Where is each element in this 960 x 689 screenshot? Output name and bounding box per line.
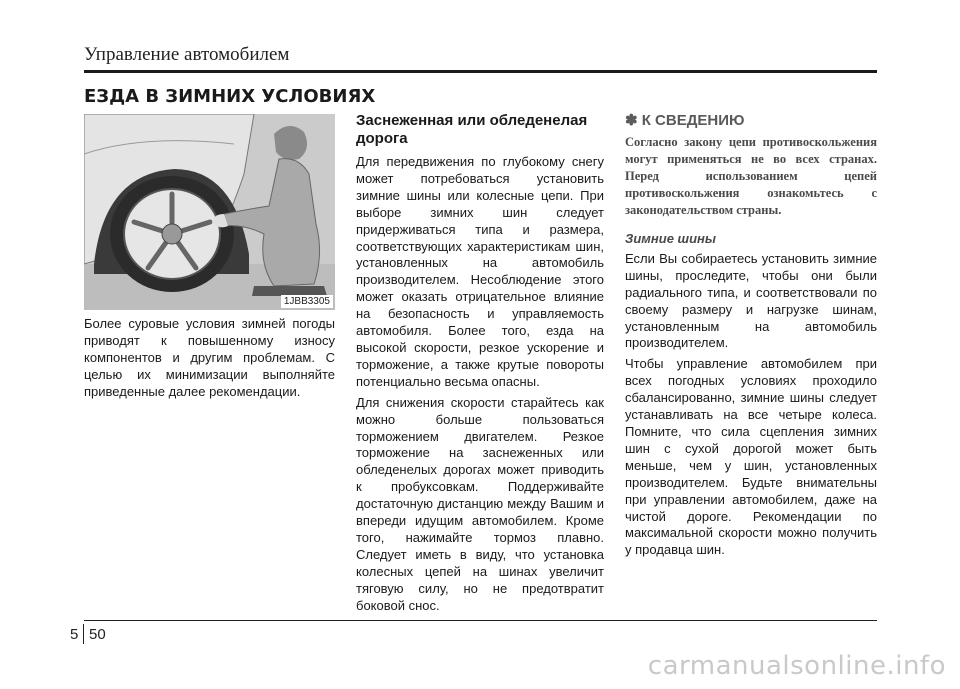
watermark: carmanualsonline.info xyxy=(647,651,946,681)
intro-paragraph: Более суровые условия зимней погоды приводят к повышенному износу компонентов и другим проблемам. С целью их минимизации выполняйте приведенные далее рекомендации. xyxy=(84,316,335,399)
page-chapter-number: 5 xyxy=(70,626,79,643)
illustration-figure xyxy=(84,114,335,310)
column-3 xyxy=(625,112,877,563)
notice-body: Согласно закону цепи противоскольжения могут применяться не во всех странах. Перед использованием цепей противоскольжения ознакомьтесь с законодательством страны. xyxy=(625,135,877,217)
notice-heading: ✽ К СВЕДЕНИЮ xyxy=(625,112,745,129)
header-title: Управление автомобилем xyxy=(84,44,290,65)
section-title: ЕЗДА В ЗИМНИХ УСЛОВИЯХ xyxy=(84,86,376,107)
footer-rule xyxy=(84,620,877,621)
car-wheel-illustration xyxy=(84,114,335,310)
winter-tires-paragraph-1: Если Вы собираетесь установить зимние шины, проследите, чтобы они были радиального типа, и соответствовали по своему размеру и нагрузке шинам, установленным на автомобиль производителем. xyxy=(625,250,877,351)
snowy-road-heading: Заснеженная или обледенелая дорога xyxy=(356,112,588,147)
page-number: 50 xyxy=(89,626,106,643)
winter-tires-heading: Зимние шины xyxy=(625,231,716,246)
column-1 xyxy=(84,316,335,405)
snowy-road-paragraph-2: Для снижения скорости старайтесь как можно больше пользоваться торможением двигателем. Резкое торможение на заснеженных или обледенелых дорогах может приводить к пробуксовкам. Поддерживайте достаточную дистанцию между Вашим и впереди идущим автомобилем. Кроме того, нажимайте тормоз плавно. Следует иметь в виду, что установка колесных цепей на шинах увеличит тяговую силу, но не предотвратит боковой снос. xyxy=(356,394,604,613)
winter-tires-paragraph-2: Чтобы управление автомобилем при всех погодных условиях проходило сбалансированно, зимние шины следует устанавливать на все четыре колеса. Помните, что сила сцепления зимних шин с сухой дорогой может быть меньше, чем у шин, установленных производителем. Будьте внимательны при управлении автомобилем, даже на чистой дороге. Рекомендации по максимальной скорости можно получить у продавца шин. xyxy=(625,356,877,558)
header-rule xyxy=(84,70,877,73)
figure-code: 1JBB3305 xyxy=(281,295,333,308)
column-2 xyxy=(356,112,604,618)
footer-divider xyxy=(83,624,84,644)
snowy-road-paragraph-1: Для передвижения по глубокому снегу может потребоваться установить зимние шины или колесные цепи. При выборе зимних шин следует придерживаться типа и размера, соответствующих характеристикам шин, установленных на автомобиль производителем. Несоблюдение этого может оказать отрицательное влияние на безопасность и управляемость автомобиля. Более того, езда на высокой скорости, резкое ускорение и торможение, а также крутые повороты потенциально весьма опасны. xyxy=(356,154,604,389)
